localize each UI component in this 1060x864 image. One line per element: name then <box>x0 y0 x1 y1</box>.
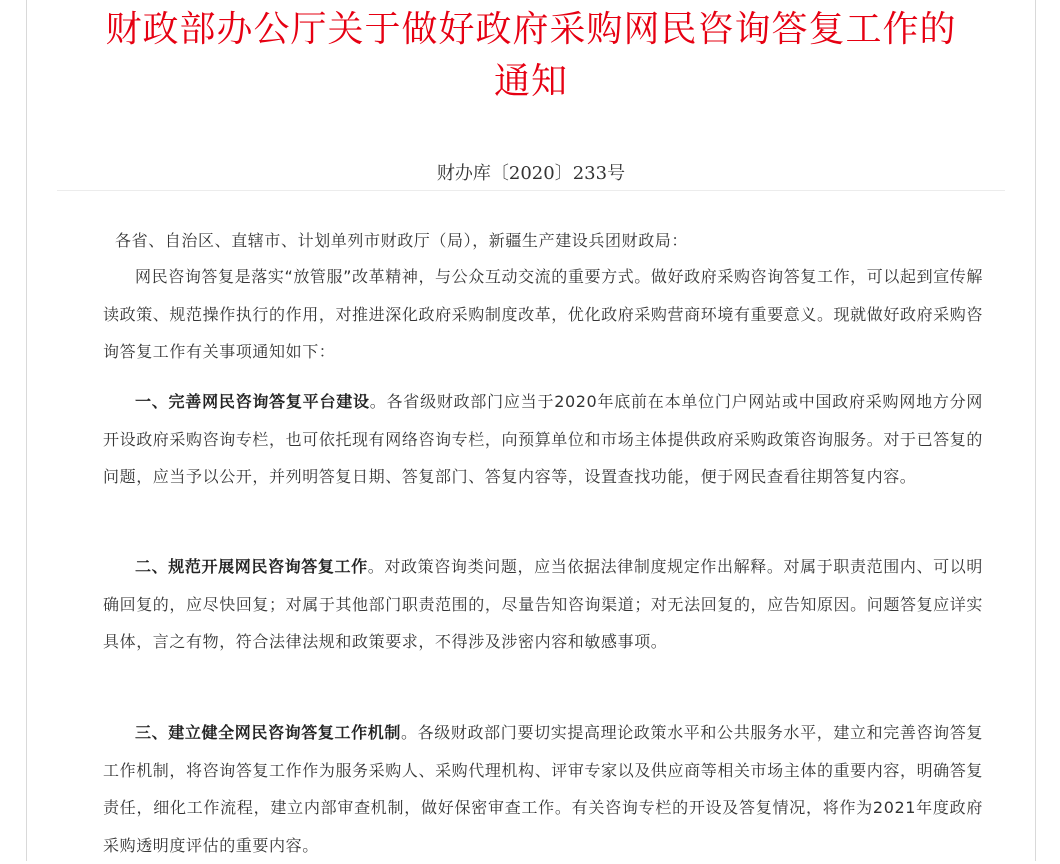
document-title <box>27 4 1035 108</box>
section-1-paragraph <box>103 383 983 496</box>
section-3-heading: 三、建立健全网民咨询答复工作机制 <box>135 723 402 742</box>
section-1-heading: 一、完善网民咨询答复平台建设 <box>135 392 370 411</box>
section-1-text: 。各省级财政部门应当于2020年底前在本单位门户网站或中国政府采购网地方分网开设政府采购咨询专栏，也可依托现有网络咨询专栏，向预算单位和市场主体提供政府采购政策咨询服务。对于已答复的问题，应当予以公开，并列明答复日期、答复部门、答复内容等，设置查找功能，便于网民查看往期答复内容。 <box>103 392 983 486</box>
section-2-text: 。对政策咨询类问题，应当依据法律制度规定作出解释。对属于职责范围内、可以明确回复的，应尽快回复；对属于其他部门职责范围的，尽量告知咨询渠道；对无法回复的，应告知原因。问题答复应详实具体，言之有物，符合法律法规和政策要求，不得涉及涉密内容和敏感事项。 <box>103 557 983 651</box>
section-3-text: 。各级财政部门要切实提高理论政策水平和公共服务水平，建立和完善咨询答复工作机制，将咨询答复工作作为服务采购人、采购代理机构、评审专家以及供应商等相关市场主体的重要内容，明确答复责任，细化工作流程，建立内部审查机制，做好保密审查工作。有关咨询专栏的开设及答复情况，将作为2021年度政府采购透明度评估的重要内容。 <box>103 723 983 855</box>
intro-paragraph: 网民咨询答复是落实“放管服”改革精神，与公众互动交流的重要方式。做好政府采购咨询答复工作，可以起到宣传解读政策、规范操作执行的作用，对推进深化政府采购制度改革，优化政府采购营商环境有重要意义。现就做好政府采购咨询答复工作有关事项通知如下： <box>103 267 983 361</box>
section-2-heading: 二、规范开展网民咨询答复工作 <box>135 557 368 576</box>
title-line-2: 通知 <box>493 61 568 102</box>
section-3-paragraph <box>103 714 983 864</box>
document-page <box>26 0 1036 861</box>
document-number: 财办库〔2020〕233号 <box>436 163 626 184</box>
greeting-line: 各省、自治区、直辖市、计划单列市财政厅（局），新疆生产建设兵团财政局： <box>115 231 689 250</box>
section-2-paragraph <box>103 548 983 661</box>
title-line-1: 财政部办公厅关于做好政府采购网民咨询答复工作的 <box>105 9 957 50</box>
title-divider <box>57 190 1005 191</box>
